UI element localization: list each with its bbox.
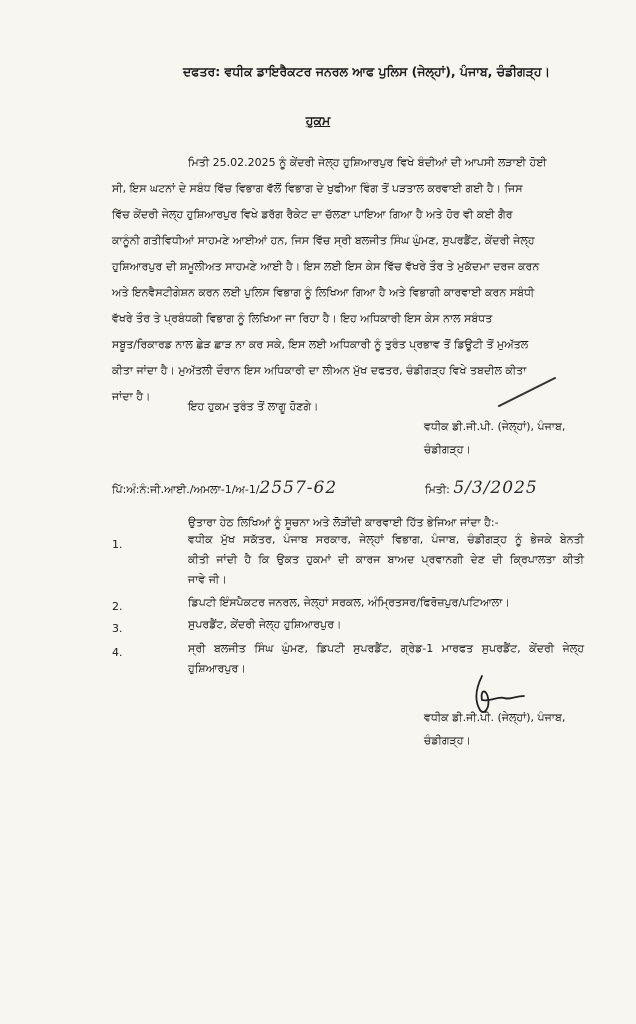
body-line: ਹੁਸ਼ਿਆਰਪੁਰ ਦੀ ਸ਼ਮੂਲੀਅਤ ਸਾਹਮਣੇ ਆਈ ਹੈ। ਇਸ ਲਈ ਇਸ ਕੇਸ ਵਿੱਚ ਵੱਖਰੇ ਤੌਰ ਤੇ ਮੁਕੱਦਮਾ ਦਰਜ ਕਰਨ bbox=[112, 260, 540, 273]
date-label: ਮਿਤੀ: bbox=[425, 483, 450, 496]
order-title: ਹੁਕਮ bbox=[305, 113, 331, 128]
copy-number: 2. bbox=[112, 600, 123, 613]
copy-intro: ਉਤਾਰਾ ਹੇਠ ਲਿਖਿਆਂ ਨੂੰ ਸੂਚਨਾ ਅਤੇ ਲੋੜੀਂਦੀ ਕਾਰਵਾਈ ਹਿੱਤ ਭੇਜਿਆ ਜਾਂਦਾ ਹੈ:- bbox=[188, 516, 499, 529]
copy-item: ਸੁਪਰਡੈਂਟ, ਕੇਂਦਰੀ ਜੇਲ੍ਹ ਹੁਸ਼ਿਆਰਪੁਰ। bbox=[188, 618, 342, 631]
body-line: ਕਾਨੂੰਨੀ ਗਤੀਵਿਧੀਆਂ ਸਾਹਮਣੇ ਆਈਆਂ ਹਨ, ਜਿਸ ਵਿੱਚ ਸ੍ਰੀ ਬਲਜੀਤ ਸਿੰਘ ਘੁੰਮਣ, ਸੁਪਰਡੈਂਟ, ਕੇਂਦਰੀ ਜੇਲ੍ਹ bbox=[112, 234, 535, 247]
body-line: ਸਬੂਤ/ਰਿਕਾਰਡ ਨਾਲ ਛੇੜ ਛਾੜ ਨਾ ਕਰ ਸਕੇ, ਇਸ ਲਈ ਅਧਿਕਾਰੀ ਨੂੰ ਤੁਰੰਤ ਪ੍ਰਭਾਵ ਤੋਂ ਡਿਊਟੀ ਤੋਂ ਮੁਅੱਤਲ bbox=[112, 338, 529, 351]
ref-prefix: ਪਿੱ:ਅੰ:ਨੰ:ਜੀ.ਆਈ./ਅਮਲਾ-1/ਅ-1/ bbox=[112, 483, 260, 496]
copy-number: 3. bbox=[112, 622, 123, 635]
endorsement-ref bbox=[112, 478, 337, 498]
copy-number: 4. bbox=[112, 646, 123, 659]
copy-item: ਡਿਪਟੀ ਇੰਸਪੈਕਟਰ ਜਨਰਲ, ਜੇਲ੍ਹਾਂ ਸਰਕਲ, ਅੰਮ੍ਰਿਤਸਰ/ਫਿਰੋਜ਼ਪੁਰ/ਪਟਿਆਲਾ। bbox=[188, 596, 510, 609]
body-line: ਵੱਖਰੇ ਤੌਰ ਤੇ ਪ੍ਰਬੰਧਕੀ ਵਿਭਾਗ ਨੂੰ ਲਿਖਿਆ ਜਾ ਰਿਹਾ ਹੈ। ਇਹ ਅਧਿਕਾਰੀ ਇਸ ਕੇਸ ਨਾਲ ਸਬੰਧਤ bbox=[112, 312, 493, 325]
body-line: ਕੀਤਾ ਜਾਂਦਾ ਹੈ। ਮੁਅੱਤਲੀ ਦੌਰਾਨ ਇਸ ਅਧਿਕਾਰੀ ਦਾ ਲੀਅਨ ਮੁੱਖ ਦਫਤਰ, ਚੰਡੀਗੜ੍ਹ ਵਿਖੇ ਤਬਦੀਲ ਕੀਤਾ bbox=[112, 364, 527, 377]
copy-item: ਸ੍ਰੀ ਬਲਜੀਤ ਸਿੰਘ ਘੁੰਮਣ, ਡਿਪਟੀ ਸੁਪਰਡੈਂਟ, ਗ੍ਰੇਡ-1 ਮਾਰਫਤ ਸੁਪਰਡੈਂਟ, ਕੇਂਦਰੀ ਜੇਲ੍ਹ ਹੁਸ਼ਿਆਰਪੁਰ। bbox=[188, 642, 584, 675]
body-line: ਸੀ, ਇਸ ਘਟਨਾਂ ਦੇ ਸਬੰਧ ਵਿੱਚ ਵਿਭਾਗ ਵੱਲੋਂ ਵਿਭਾਗ ਦੇ ਖੁਫੀਆ ਵਿੰਗ ਤੋਂ ਪੜਤਾਲ ਕਰਵਾਈ ਗਈ ਹੈ। ਜਿਸ bbox=[112, 182, 523, 195]
date-handwritten: 5/3/2025 bbox=[453, 478, 538, 498]
body-line: ਵਿੱਚ ਕੇਂਦਰੀ ਜੇਲ੍ਹ ਹੁਸ਼ਿਆਰਪੁਰ ਵਿਖੇ ਡਰੱਗ ਰੈਕੇਟ ਦਾ ਚੱਲਣਾ ਪਾਇਆ ਗਿਆ ਹੈ ਅਤੇ ਹੋਰ ਵੀ ਕਈ ਗੈਰ bbox=[112, 208, 513, 221]
signatory-location: ਚੰਡੀਗੜ੍ਹ। bbox=[424, 443, 471, 456]
body-line: ਜਾਂਦਾ ਹੈ। bbox=[112, 390, 151, 403]
body-line: ਮਿਤੀ 25.02.2025 ਨੂੰ ਕੇਂਦਰੀ ਜੇਲ੍ਹ ਹੁਸ਼ਿਆਰਪੁਰ ਵਿਖੇ ਬੰਦੀਆਂ ਦੀ ਆਪਸੀ ਲੜਾਈ ਹੋਈ bbox=[188, 156, 547, 169]
copy-number: 1. bbox=[112, 538, 123, 551]
signatory-designation: ਵਧੀਕ ਡੀ.ਜੀ.ਪੀ. (ਜੇਲ੍ਹਾਂ), ਪੰਜਾਬ, bbox=[424, 420, 566, 433]
body-line: ਅਤੇ ਇਨਵੈਸਟੀਗੇਸ਼ਨ ਕਰਨ ਲਈ ਪੁਲਿਸ ਵਿਭਾਗ ਨੂੰ ਲਿਖਿਆ ਗਿਆ ਹੈ ਅਤੇ ਵਿਭਾਗੀ ਕਾਰਵਾਈ ਕਰਨ ਸਬੰਧੀ bbox=[112, 286, 535, 299]
signatory-designation: ਵਧੀਕ ਡੀ.ਜੀ.ਪੀ. (ਜੇਲ੍ਹਾਂ), ਪੰਜਾਬ, bbox=[424, 711, 566, 724]
endorsement-date bbox=[425, 478, 538, 498]
office-header: ਦਫਤਰ: ਵਧੀਕ ਡਾਇਰੈਕਟਰ ਜਨਰਲ ਆਫ ਪੁਲਿਸ (ਜੇਲ੍ਹਾਂ), ਪੰਜਾਬ, ਚੰਡੀਗੜ੍ਹ। bbox=[183, 64, 551, 79]
copy-item: ਵਧੀਕ ਮੁੱਖ ਸਕੱਤਰ, ਪੰਜਾਬ ਸਰਕਾਰ, ਜੇਲ੍ਹਾਂ ਵਿਭਾਗ, ਪੰਜਾਬ, ਚੰਡੀਗੜ੍ਹ ਨੂੰ ਭੇਜਕੇ ਬੇਨਤੀ ਕੀਤੀ ਜਾਂਦੀ ਹੈ ਕਿ ਉਕਤ ਹੁਕਮਾਂ ਦੀ ਕਾਰਜ ਬਾਅਦ ਪ੍ਰਵਾਨਗੀ ਦੇਣ ਦੀ ਕ੍ਰਿਪਾਲਤਾ ਕੀਤੀ ਜਾਵੇ ਜੀ। bbox=[188, 533, 584, 586]
pen-mark bbox=[495, 372, 565, 412]
signature-block bbox=[424, 415, 565, 461]
effective-line: ਇਹ ਹੁਕਮ ਤੁਰੰਤ ਤੋਂ ਲਾਗੂ ਹੋਣਗੇ। bbox=[188, 400, 319, 413]
signature-block bbox=[424, 706, 565, 752]
ref-number-handwritten: 2557-62 bbox=[259, 478, 338, 498]
signatory-location: ਚੰਡੀਗੜ੍ਹ। bbox=[424, 734, 471, 747]
